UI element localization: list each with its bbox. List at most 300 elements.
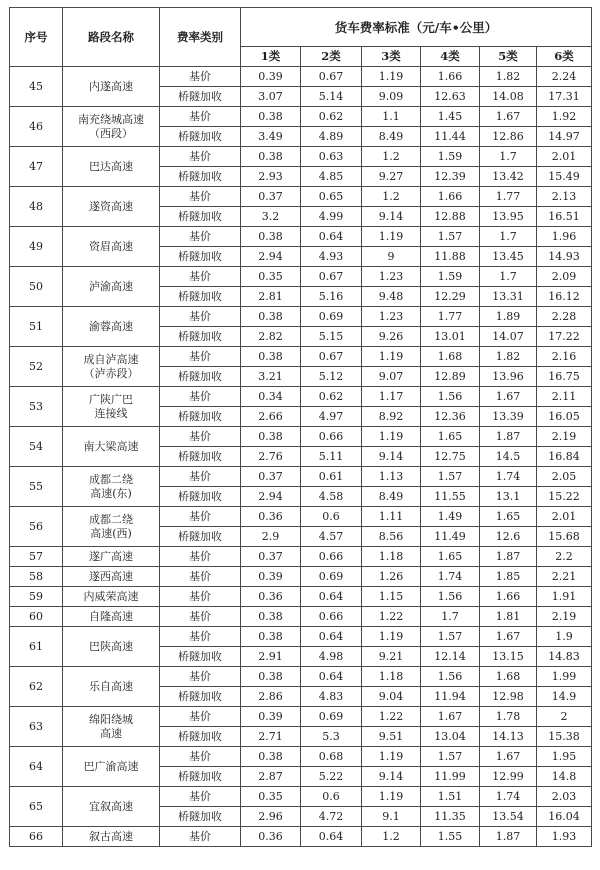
rate-class-4-cell: 12.29	[421, 287, 480, 307]
fee-type-cell: 桥隧加收	[160, 527, 241, 547]
road-name-line: （泸赤段）	[83, 366, 139, 380]
rate-class-1-cell: 2.71	[241, 727, 301, 747]
rate-class-6-cell: 1.96	[537, 227, 592, 247]
rate-class-3-cell: 9.09	[362, 87, 421, 107]
row-seq-cell: 57	[10, 547, 63, 567]
rate-class-2-cell: 5.3	[301, 727, 362, 747]
road-name-cell	[63, 67, 160, 107]
rate-class-4-cell: 12.36	[421, 407, 480, 427]
rate-class-2-cell: 0.67	[301, 67, 362, 87]
row-seq-cell: 48	[10, 187, 63, 227]
road-name-cell	[63, 507, 160, 547]
rate-class-2-cell: 5.22	[301, 767, 362, 787]
rate-class-6-cell: 15.49	[537, 167, 592, 187]
rate-class-3-cell: 8.92	[362, 407, 421, 427]
rate-class-5-cell: 12.99	[480, 767, 537, 787]
road-name-cell	[63, 827, 160, 847]
rate-class-2-cell: 0.6	[301, 787, 362, 807]
rate-class-4-cell: 12.75	[421, 447, 480, 467]
rate-class-4-cell: 1.56	[421, 387, 480, 407]
rate-class-1-cell: 0.37	[241, 547, 301, 567]
road-name-line: 成都二绕	[89, 512, 133, 526]
rate-class-3-cell: 9.21	[362, 647, 421, 667]
rate-class-3-cell: 1.17	[362, 387, 421, 407]
rate-class-3-cell: 8.49	[362, 487, 421, 507]
rate-class-5-cell: 1.66	[480, 587, 537, 607]
rate-class-3-cell: 9.14	[362, 447, 421, 467]
rate-class-2-cell: 0.67	[301, 347, 362, 367]
rate-class-3-cell: 1.19	[362, 227, 421, 247]
rate-class-4-cell: 11.99	[421, 767, 480, 787]
rate-class-1-cell: 0.39	[241, 67, 301, 87]
rate-class-6-cell: 16.04	[537, 807, 592, 827]
rate-class-1-cell: 0.38	[241, 147, 301, 167]
fee-type-cell: 基价	[160, 307, 241, 327]
rate-class-5-cell: 1.87	[480, 547, 537, 567]
fee-type-cell: 基价	[160, 567, 241, 587]
rate-class-3-cell: 9.14	[362, 767, 421, 787]
rate-class-1-cell: 3.07	[241, 87, 301, 107]
rate-class-2-cell: 0.66	[301, 427, 362, 447]
rate-class-6-cell: 2.19	[537, 607, 592, 627]
fee-type-cell: 桥隧加收	[160, 127, 241, 147]
rate-class-6-cell: 2.09	[537, 267, 592, 287]
rate-class-5-cell: 13.42	[480, 167, 537, 187]
rate-class-2-cell: 0.69	[301, 307, 362, 327]
fee-type-cell: 基价	[160, 267, 241, 287]
row-seq-cell: 47	[10, 147, 63, 187]
fee-type-cell: 桥隧加收	[160, 167, 241, 187]
rate-class-6-cell: 15.68	[537, 527, 592, 547]
rate-class-1-cell: 2.76	[241, 447, 301, 467]
fee-type-cell: 基价	[160, 187, 241, 207]
rate-class-4-cell: 12.39	[421, 167, 480, 187]
road-name-line: 南大梁高速	[83, 439, 139, 453]
header-class-6: 6类	[537, 47, 592, 67]
rate-class-5-cell: 13.31	[480, 287, 537, 307]
rate-class-2-cell: 0.69	[301, 707, 362, 727]
rate-class-4-cell: 11.49	[421, 527, 480, 547]
rate-class-6-cell: 2.01	[537, 507, 592, 527]
rate-class-6-cell: 17.22	[537, 327, 592, 347]
rate-class-4-cell: 1.56	[421, 667, 480, 687]
rate-class-1-cell: 0.38	[241, 347, 301, 367]
rate-class-4-cell: 1.59	[421, 147, 480, 167]
fee-type-cell: 桥隧加收	[160, 207, 241, 227]
rate-class-3-cell: 1.26	[362, 567, 421, 587]
row-seq-cell: 60	[10, 607, 63, 627]
rate-class-2-cell: 0.64	[301, 227, 362, 247]
rate-class-2-cell: 0.63	[301, 147, 362, 167]
rate-class-1-cell: 3.2	[241, 207, 301, 227]
road-name-line: 自隆高速	[89, 609, 133, 623]
rate-class-5-cell: 13.15	[480, 647, 537, 667]
header-class-4: 4类	[421, 47, 480, 67]
rate-class-4-cell: 11.94	[421, 687, 480, 707]
row-seq-cell: 59	[10, 587, 63, 607]
road-name-line: 广陕广巴	[89, 392, 133, 406]
rate-class-5-cell: 1.85	[480, 567, 537, 587]
table-row	[10, 667, 592, 687]
rate-class-6-cell: 14.8	[537, 767, 592, 787]
rate-class-3-cell: 1.19	[362, 427, 421, 447]
rate-class-4-cell: 1.66	[421, 187, 480, 207]
road-name-cell	[63, 567, 160, 587]
rate-class-3-cell: 1.19	[362, 747, 421, 767]
rate-class-1-cell: 2.93	[241, 167, 301, 187]
header-class-1: 1类	[241, 47, 301, 67]
rate-class-5-cell: 1.74	[480, 467, 537, 487]
rate-class-3-cell: 1.19	[362, 347, 421, 367]
rate-class-1-cell: 0.39	[241, 707, 301, 727]
rate-class-1-cell: 0.35	[241, 787, 301, 807]
table-row	[10, 267, 592, 287]
row-seq-cell: 53	[10, 387, 63, 427]
rate-class-1-cell: 2.86	[241, 687, 301, 707]
road-name-cell	[63, 267, 160, 307]
rate-class-5-cell: 1.74	[480, 787, 537, 807]
rate-class-3-cell: 1.19	[362, 67, 421, 87]
table-row	[10, 827, 592, 847]
fee-type-cell: 桥隧加收	[160, 87, 241, 107]
rate-class-3-cell: 1.22	[362, 707, 421, 727]
rate-class-2-cell: 0.62	[301, 107, 362, 127]
rate-class-6-cell: 1.95	[537, 747, 592, 767]
rate-class-6-cell: 2.24	[537, 67, 592, 87]
row-seq-cell: 45	[10, 67, 63, 107]
rate-class-3-cell: 1.18	[362, 667, 421, 687]
rate-class-4-cell: 1.65	[421, 547, 480, 567]
fee-type-cell: 桥隧加收	[160, 727, 241, 747]
road-name-cell	[63, 747, 160, 787]
rate-class-5-cell: 14.5	[480, 447, 537, 467]
fee-type-cell: 桥隧加收	[160, 807, 241, 827]
rate-class-6-cell: 1.91	[537, 587, 592, 607]
rate-class-5-cell: 1.65	[480, 507, 537, 527]
rate-class-2-cell: 4.57	[301, 527, 362, 547]
row-seq-cell: 51	[10, 307, 63, 347]
road-name-line: 绵阳绕城	[89, 712, 133, 726]
rate-class-2-cell: 4.58	[301, 487, 362, 507]
rate-class-3-cell: 1.18	[362, 547, 421, 567]
rate-class-6-cell: 16.12	[537, 287, 592, 307]
road-name-line: 内遂高速	[89, 79, 133, 93]
rate-class-6-cell: 16.05	[537, 407, 592, 427]
rate-class-6-cell: 1.9	[537, 627, 592, 647]
header-truck-rate-group: 货车费率标准（元/车•公里）	[241, 8, 592, 47]
rate-class-6-cell: 2.05	[537, 467, 592, 487]
rate-class-2-cell: 0.67	[301, 267, 362, 287]
rate-class-5-cell: 13.54	[480, 807, 537, 827]
rate-class-3-cell: 1.19	[362, 787, 421, 807]
rate-class-5-cell: 1.87	[480, 427, 537, 447]
rate-class-4-cell: 1.66	[421, 67, 480, 87]
rate-class-1-cell: 0.38	[241, 307, 301, 327]
fee-type-cell: 桥隧加收	[160, 487, 241, 507]
rate-class-3-cell: 1.2	[362, 827, 421, 847]
road-name-cell	[63, 107, 160, 147]
road-name-line: 泸渝高速	[89, 279, 133, 293]
table-row	[10, 607, 592, 627]
table-row	[10, 67, 592, 87]
rate-class-5-cell: 13.39	[480, 407, 537, 427]
rate-class-4-cell: 11.35	[421, 807, 480, 827]
table-row	[10, 387, 592, 407]
rate-class-2-cell: 0.6	[301, 507, 362, 527]
road-name-cell	[63, 347, 160, 387]
road-name-line: 南充绕城高速	[78, 112, 144, 126]
rate-class-4-cell: 11.88	[421, 247, 480, 267]
table-row	[10, 587, 592, 607]
row-seq-cell: 46	[10, 107, 63, 147]
rate-class-4-cell: 1.77	[421, 307, 480, 327]
header-class-5: 5类	[480, 47, 537, 67]
fee-table-wrapper	[9, 7, 592, 847]
truck-toll-rate-table	[9, 7, 592, 847]
rate-class-1-cell: 2.87	[241, 767, 301, 787]
rate-class-5-cell: 1.78	[480, 707, 537, 727]
road-name-line: 成都二绕	[89, 472, 133, 486]
rate-class-1-cell: 0.35	[241, 267, 301, 287]
rate-class-6-cell: 16.51	[537, 207, 592, 227]
rate-class-6-cell: 1.99	[537, 667, 592, 687]
rate-class-1-cell: 0.37	[241, 467, 301, 487]
rate-class-1-cell: 0.39	[241, 567, 301, 587]
rate-class-6-cell: 14.97	[537, 127, 592, 147]
rate-class-2-cell: 4.98	[301, 647, 362, 667]
road-name-cell	[63, 427, 160, 467]
road-name-cell	[63, 547, 160, 567]
rate-class-5-cell: 12.98	[480, 687, 537, 707]
table-row	[10, 307, 592, 327]
rate-class-1-cell: 0.36	[241, 827, 301, 847]
rate-class-3-cell: 1.11	[362, 507, 421, 527]
rate-class-2-cell: 5.12	[301, 367, 362, 387]
rate-class-1-cell: 0.38	[241, 607, 301, 627]
rate-class-2-cell: 4.93	[301, 247, 362, 267]
rate-class-5-cell: 1.87	[480, 827, 537, 847]
fee-type-cell: 桥隧加收	[160, 407, 241, 427]
rate-class-5-cell: 1.67	[480, 107, 537, 127]
rate-class-2-cell: 4.89	[301, 127, 362, 147]
table-row	[10, 227, 592, 247]
fee-type-cell: 桥隧加收	[160, 447, 241, 467]
road-name-cell	[63, 387, 160, 427]
rate-class-3-cell: 9.04	[362, 687, 421, 707]
road-name-line: 乐自高速	[89, 679, 133, 693]
rate-class-1-cell: 0.38	[241, 227, 301, 247]
rate-class-2-cell: 0.64	[301, 667, 362, 687]
rate-class-4-cell: 1.57	[421, 747, 480, 767]
rate-class-5-cell: 1.68	[480, 667, 537, 687]
road-name-cell	[63, 787, 160, 827]
rate-class-1-cell: 2.81	[241, 287, 301, 307]
row-seq-cell: 65	[10, 787, 63, 827]
rate-class-6-cell: 2.03	[537, 787, 592, 807]
rate-class-4-cell: 1.56	[421, 587, 480, 607]
rate-class-2-cell: 4.83	[301, 687, 362, 707]
rate-class-6-cell: 2.21	[537, 567, 592, 587]
rate-class-3-cell: 9.48	[362, 287, 421, 307]
rate-class-3-cell: 1.13	[362, 467, 421, 487]
rate-class-1-cell: 0.38	[241, 107, 301, 127]
rate-class-2-cell: 0.64	[301, 827, 362, 847]
row-seq-cell: 55	[10, 467, 63, 507]
table-row	[10, 107, 592, 127]
rate-class-3-cell: 1.23	[362, 307, 421, 327]
rate-class-2-cell: 0.65	[301, 187, 362, 207]
header-road-name: 路段名称	[63, 8, 160, 67]
rate-class-5-cell: 1.82	[480, 347, 537, 367]
rate-class-6-cell: 2.13	[537, 187, 592, 207]
fee-type-cell: 基价	[160, 627, 241, 647]
road-name-line: 遂西高速	[89, 569, 133, 583]
rate-class-3-cell: 8.56	[362, 527, 421, 547]
row-seq-cell: 52	[10, 347, 63, 387]
rate-class-2-cell: 0.69	[301, 567, 362, 587]
fee-type-cell: 基价	[160, 507, 241, 527]
header-class-2: 2类	[301, 47, 362, 67]
table-header	[10, 8, 592, 67]
rate-class-1-cell: 0.36	[241, 587, 301, 607]
rate-class-4-cell: 1.45	[421, 107, 480, 127]
row-seq-cell: 50	[10, 267, 63, 307]
rate-class-5-cell: 13.95	[480, 207, 537, 227]
fee-type-cell: 桥隧加收	[160, 367, 241, 387]
rate-class-5-cell: 1.7	[480, 227, 537, 247]
table-row	[10, 747, 592, 767]
fee-type-cell: 基价	[160, 147, 241, 167]
road-name-line: 巴广渝高速	[83, 759, 139, 773]
rate-class-6-cell: 15.22	[537, 487, 592, 507]
rate-class-1-cell: 2.94	[241, 487, 301, 507]
rate-class-2-cell: 5.15	[301, 327, 362, 347]
rate-class-1-cell: 2.91	[241, 647, 301, 667]
rate-class-6-cell: 2.16	[537, 347, 592, 367]
rate-class-2-cell: 0.64	[301, 627, 362, 647]
row-seq-cell: 49	[10, 227, 63, 267]
rate-class-5-cell: 1.7	[480, 147, 537, 167]
fee-type-cell: 基价	[160, 227, 241, 247]
rate-class-3-cell: 1.1	[362, 107, 421, 127]
rate-class-2-cell: 0.68	[301, 747, 362, 767]
row-seq-cell: 58	[10, 567, 63, 587]
rate-class-6-cell: 2.28	[537, 307, 592, 327]
table-row	[10, 147, 592, 167]
rate-class-4-cell: 1.57	[421, 467, 480, 487]
rate-class-1-cell: 3.49	[241, 127, 301, 147]
rate-class-3-cell: 9.27	[362, 167, 421, 187]
rate-class-3-cell: 1.2	[362, 147, 421, 167]
rate-class-6-cell: 14.83	[537, 647, 592, 667]
fee-type-cell: 桥隧加收	[160, 247, 241, 267]
road-name-line: 宜叙高速	[89, 799, 133, 813]
table-body	[10, 67, 592, 847]
road-name-line: 叙古高速	[89, 829, 133, 843]
rate-class-5-cell: 12.6	[480, 527, 537, 547]
road-name-cell	[63, 627, 160, 667]
rate-class-4-cell: 1.7	[421, 607, 480, 627]
rate-class-4-cell: 1.67	[421, 707, 480, 727]
row-seq-cell: 64	[10, 747, 63, 787]
rate-class-4-cell: 1.57	[421, 627, 480, 647]
row-seq-cell: 54	[10, 427, 63, 467]
rate-class-2-cell: 0.64	[301, 587, 362, 607]
road-name-cell	[63, 467, 160, 507]
fee-type-cell: 基价	[160, 607, 241, 627]
table-row	[10, 787, 592, 807]
road-name-line: 遂广高速	[89, 549, 133, 563]
road-name-cell	[63, 227, 160, 267]
rate-class-1-cell: 2.96	[241, 807, 301, 827]
rate-class-1-cell: 2.82	[241, 327, 301, 347]
road-name-cell	[63, 187, 160, 227]
rate-class-6-cell: 2	[537, 707, 592, 727]
fee-type-cell: 基价	[160, 827, 241, 847]
road-name-line: 遂资高速	[89, 199, 133, 213]
rate-class-5-cell: 14.13	[480, 727, 537, 747]
rate-class-5-cell: 1.67	[480, 387, 537, 407]
rate-class-2-cell: 4.97	[301, 407, 362, 427]
road-name-line: 巴达高速	[89, 159, 133, 173]
road-name-line: 渝蓉高速	[89, 319, 133, 333]
fee-type-cell: 基价	[160, 787, 241, 807]
fee-type-cell: 基价	[160, 467, 241, 487]
rate-class-4-cell: 1.65	[421, 427, 480, 447]
rate-class-2-cell: 5.14	[301, 87, 362, 107]
road-name-cell	[63, 707, 160, 747]
fee-type-cell: 基价	[160, 587, 241, 607]
rate-class-5-cell: 13.45	[480, 247, 537, 267]
table-row	[10, 427, 592, 447]
row-seq-cell: 66	[10, 827, 63, 847]
road-name-line: 高速(西)	[90, 526, 132, 540]
rate-class-2-cell: 4.99	[301, 207, 362, 227]
fee-type-cell: 桥隧加收	[160, 647, 241, 667]
table-row	[10, 627, 592, 647]
rate-class-1-cell: 2.66	[241, 407, 301, 427]
road-name-cell	[63, 147, 160, 187]
rate-class-2-cell: 4.85	[301, 167, 362, 187]
rate-class-1-cell: 2.94	[241, 247, 301, 267]
rate-class-3-cell: 9.1	[362, 807, 421, 827]
rate-class-3-cell: 9.14	[362, 207, 421, 227]
fee-type-cell: 基价	[160, 347, 241, 367]
rate-class-4-cell: 1.51	[421, 787, 480, 807]
rate-class-3-cell: 1.22	[362, 607, 421, 627]
rate-class-5-cell: 14.08	[480, 87, 537, 107]
rate-class-3-cell: 9.51	[362, 727, 421, 747]
rate-class-4-cell: 12.63	[421, 87, 480, 107]
rate-class-4-cell: 1.49	[421, 507, 480, 527]
table-row	[10, 567, 592, 587]
rate-class-6-cell: 2.2	[537, 547, 592, 567]
rate-class-2-cell: 5.16	[301, 287, 362, 307]
rate-class-1-cell: 2.9	[241, 527, 301, 547]
rate-class-4-cell: 12.88	[421, 207, 480, 227]
road-name-line: 巴陕高速	[89, 639, 133, 653]
rate-class-6-cell: 14.9	[537, 687, 592, 707]
row-seq-cell: 63	[10, 707, 63, 747]
rate-class-5-cell: 1.89	[480, 307, 537, 327]
table-row	[10, 507, 592, 527]
fee-type-cell: 桥隧加收	[160, 327, 241, 347]
rate-class-6-cell: 1.92	[537, 107, 592, 127]
rate-class-1-cell: 0.38	[241, 667, 301, 687]
header-fee-type: 费率类别	[160, 8, 241, 67]
rate-class-4-cell: 1.55	[421, 827, 480, 847]
rate-class-6-cell: 17.31	[537, 87, 592, 107]
